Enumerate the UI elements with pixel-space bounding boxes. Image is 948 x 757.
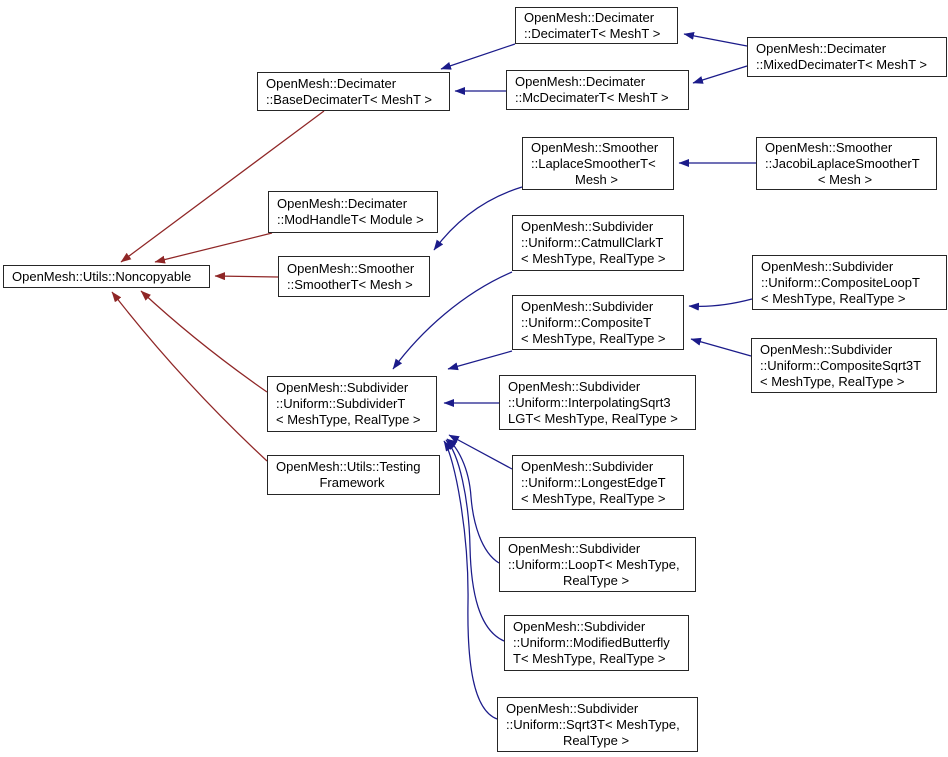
edge-mixed_decimater-to-decimater <box>684 34 747 46</box>
edge-subdivider-to-noncopyable <box>141 291 267 392</box>
class-node-label-line <box>757 156 936 172</box>
class-node-label-text: OpenMesh::Decimater <box>277 196 408 211</box>
class-node-modified-butterfly[interactable] <box>504 615 689 671</box>
class-node-testing-framework[interactable] <box>267 455 440 495</box>
class-node-label-text: ::Uniform::CompositeLoopT <box>761 274 920 290</box>
class-node-label-line <box>500 411 695 427</box>
class-node-label-line <box>268 459 439 475</box>
edge-testing_framework-to-noncopyable <box>112 292 267 461</box>
class-node-label-line <box>513 219 683 235</box>
class-node-label-line <box>523 156 673 172</box>
class-node-label-text: OpenMesh::Subdivider <box>506 700 639 716</box>
class-node-label-line <box>507 90 688 106</box>
class-node-label-line <box>507 74 688 90</box>
edge-decimater-to-base_decimater <box>441 44 515 69</box>
class-node-label-line <box>752 358 936 374</box>
class-node-label-line <box>268 396 436 412</box>
class-node-catmull-clark[interactable] <box>512 215 684 271</box>
class-node-composite-sqrt3[interactable] <box>751 338 937 393</box>
class-node-label-text: OpenMesh::Subdivider <box>276 380 409 395</box>
class-node-composite-loop[interactable] <box>752 255 947 310</box>
class-node-label-line <box>513 235 683 251</box>
class-node-label-line <box>513 251 683 267</box>
class-node-base-decimater[interactable] <box>257 72 450 111</box>
class-node-decimater[interactable] <box>515 7 678 44</box>
class-node-label-line <box>516 10 677 26</box>
class-node-label-line <box>500 379 695 395</box>
class-node-label-text: ::McDecimaterT< MeshT > <box>515 90 669 105</box>
class-node-label-text: T< MeshType, RealType > <box>513 651 666 666</box>
class-node-label-text: OpenMesh::Decimater <box>756 41 887 56</box>
class-node-label-text: ::Uniform::CompositeT <box>521 314 652 330</box>
class-node-label-text: OpenMesh::Subdivider <box>508 540 641 556</box>
edge-mixed_decimater-to-mc_decimater <box>693 66 747 83</box>
class-node-label-text: Framework <box>319 475 385 490</box>
class-node-label-line <box>4 269 209 285</box>
class-node-label-line <box>258 76 449 92</box>
class-node-label-line <box>748 57 946 73</box>
class-node-label-text: < MeshType, RealType > <box>760 373 905 389</box>
class-node-label-text: OpenMesh::Decimater <box>266 75 397 91</box>
class-node-label-line <box>268 475 439 491</box>
class-node-label-text: ::BaseDecimaterT< MeshT > <box>266 91 432 107</box>
class-node-label-text: OpenMesh::Subdivider <box>521 458 654 474</box>
class-node-label-text: ::ModHandleT< Module > <box>277 212 424 227</box>
class-node-label-line <box>748 41 946 57</box>
class-node-label-text: OpenMesh::Subdivider <box>521 298 654 314</box>
class-node-label-line <box>279 277 429 293</box>
class-node-label-line <box>523 172 673 188</box>
class-node-label-text: OpenMesh::Decimater <box>515 74 646 89</box>
class-node-label-line <box>498 733 697 749</box>
class-node-label-line <box>258 92 449 108</box>
class-node-label-text: RealType > <box>562 732 630 748</box>
class-node-label-line <box>753 291 946 307</box>
class-node-longest-edge[interactable] <box>512 455 684 510</box>
class-node-label-text: OpenMesh::Smoother <box>287 260 415 276</box>
class-node-label-text: OpenMesh::Subdivider <box>761 258 894 274</box>
edge-smoother-to-noncopyable <box>215 276 278 277</box>
class-node-label-text: ::JacobiLaplaceSmootherT <box>765 155 920 171</box>
edge-base_decimater-to-noncopyable <box>121 111 324 262</box>
edge-composite-to-subdivider <box>448 351 512 369</box>
edge-composite_sqrt3-to-composite <box>691 339 751 356</box>
class-node-label-line <box>753 275 946 291</box>
class-node-mod-handle[interactable] <box>268 191 438 233</box>
class-node-label-text: ::LaplaceSmootherT< <box>531 155 656 171</box>
class-node-label-line <box>513 459 683 475</box>
class-node-label-line <box>513 491 683 507</box>
class-node-label-text: ::Uniform::Sqrt3T< MeshType, <box>506 716 680 732</box>
class-node-label-text: ::Uniform::InterpolatingSqrt3 <box>508 394 671 410</box>
class-node-label-text: OpenMesh::Utils::Noncopyable <box>12 268 192 284</box>
class-node-label-text: OpenMesh::Subdivider <box>760 341 893 357</box>
class-node-mc-decimater[interactable] <box>506 70 689 110</box>
class-node-label-text: ::Uniform::CompositeSqrt3T <box>760 357 922 373</box>
edge-mod_handle-to-noncopyable <box>155 233 272 262</box>
class-node-label-text: < MeshType, RealType > <box>761 290 906 306</box>
class-node-label-line <box>516 26 677 42</box>
class-node-composite[interactable] <box>512 295 684 350</box>
class-node-label-line <box>498 701 697 717</box>
class-node-label-text: ::Uniform::ModifiedButterfly <box>513 635 670 650</box>
class-node-label-line <box>268 412 436 428</box>
class-node-smoother[interactable] <box>278 256 430 297</box>
class-node-label-line <box>752 374 936 390</box>
class-node-label-line <box>498 717 697 733</box>
class-node-label-line <box>757 172 936 188</box>
class-node-label-text: LGT< MeshType, RealType > <box>508 410 678 426</box>
class-node-label-text: ::Uniform::LoopT< MeshType, <box>508 556 680 572</box>
class-node-label-line <box>269 212 437 228</box>
class-node-label-line <box>500 573 695 589</box>
class-node-label-line <box>513 475 683 491</box>
class-node-label-text: ::DecimaterT< MeshT > <box>524 25 661 41</box>
class-node-label-line <box>513 299 683 315</box>
class-node-label-line <box>513 315 683 331</box>
class-node-label-line <box>500 395 695 411</box>
class-node-label-line <box>505 619 688 635</box>
class-node-subdivider[interactable] <box>267 376 437 432</box>
class-node-label-line <box>513 331 683 347</box>
class-node-interpolating-sqrt3[interactable] <box>499 375 696 430</box>
class-node-label-line <box>757 140 936 156</box>
class-node-label-text: OpenMesh::Decimater <box>524 9 655 25</box>
class-node-label-text: < MeshType, RealType > <box>521 490 666 506</box>
class-node-label-line <box>753 259 946 275</box>
class-node-label-text: Mesh > <box>575 171 618 187</box>
class-node-label-text: ::SmootherT< Mesh > <box>287 276 413 292</box>
edge-laplace_smoother-to-smoother <box>434 187 522 250</box>
class-node-label-line <box>752 342 936 358</box>
edge-sqrt3-to-subdivider <box>444 441 497 719</box>
class-node-label-line <box>279 261 429 277</box>
class-node-label-line <box>268 380 436 396</box>
class-node-label-text: RealType > <box>562 572 630 588</box>
class-node-label-text: OpenMesh::Subdivider <box>508 378 641 394</box>
class-node-label-text: < MeshType, RealType > <box>521 251 666 266</box>
class-node-label-text: < MeshType, RealType > <box>276 412 421 427</box>
class-node-label-text: ::MixedDecimaterT< MeshT > <box>756 57 927 72</box>
class-node-laplace-smoother[interactable] <box>522 137 674 190</box>
class-node-label-text: OpenMesh::Utils::Testing <box>276 459 421 474</box>
class-node-label-line <box>505 635 688 651</box>
class-node-loop[interactable] <box>499 537 696 592</box>
class-node-sqrt3[interactable] <box>497 697 698 752</box>
class-node-label-text: ::Uniform::LongestEdgeT <box>521 474 666 490</box>
class-node-label-text: OpenMesh::Smoother <box>765 139 893 155</box>
class-node-label-text: < MeshType, RealType > <box>521 330 666 346</box>
class-node-label-text: ::Uniform::SubdividerT <box>276 396 406 411</box>
class-node-label-text: OpenMesh::Subdivider <box>513 619 646 634</box>
class-node-label-line <box>505 651 688 667</box>
edge-composite_loop-to-composite <box>689 299 752 306</box>
class-node-mixed-decimater[interactable] <box>747 37 947 77</box>
class-node-label-text: OpenMesh::Subdivider <box>521 219 654 234</box>
class-node-noncopyable[interactable] <box>3 265 210 288</box>
class-node-label-line <box>500 541 695 557</box>
class-node-label-line <box>269 196 437 212</box>
class-node-label-text: ::Uniform::CatmullClarkT <box>521 235 664 250</box>
class-node-label-line <box>523 140 673 156</box>
class-node-jacobi-laplace[interactable] <box>756 137 937 190</box>
class-node-label-text: OpenMesh::Smoother <box>531 139 659 155</box>
class-node-label-line <box>500 557 695 573</box>
class-node-label-text: < Mesh > <box>817 171 873 187</box>
